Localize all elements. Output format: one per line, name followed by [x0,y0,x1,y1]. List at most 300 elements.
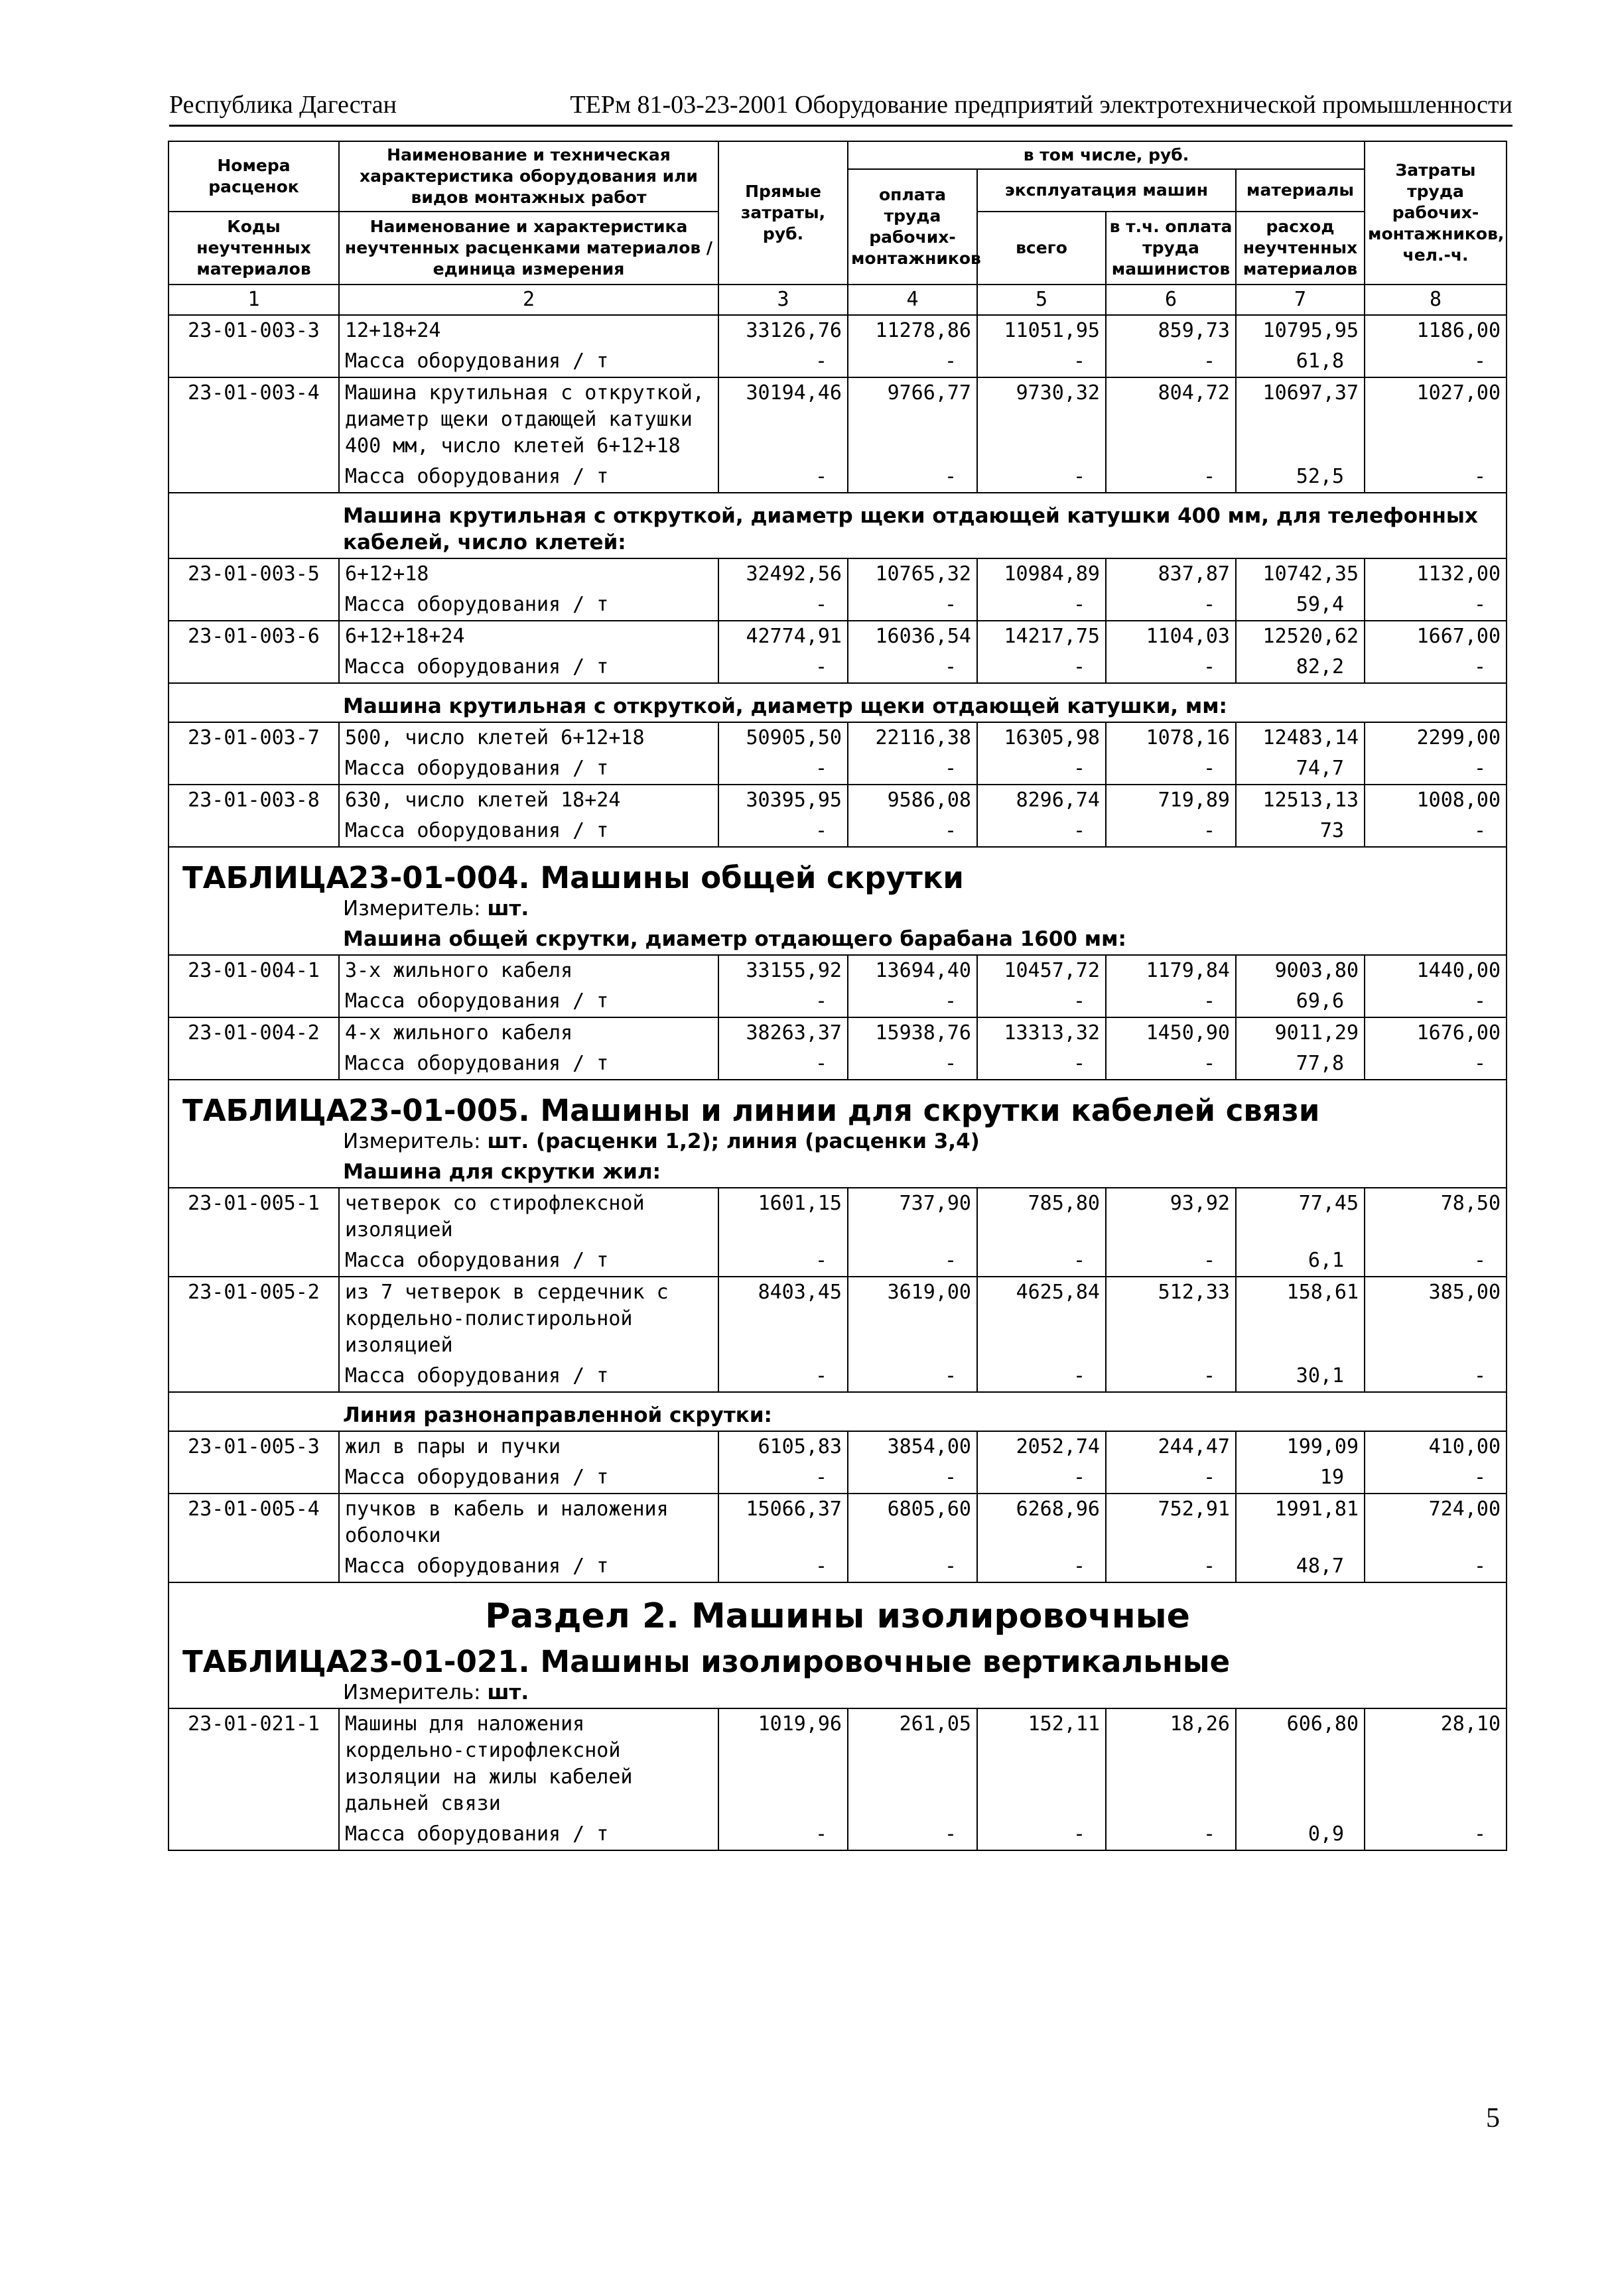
materials-cost: 158,61 [1236,1277,1365,1361]
dash-cell: - [977,816,1106,847]
machine-total: 6268,96 [977,1494,1106,1551]
dash-cell: - [1365,1462,1507,1494]
machinist-pay: 244,47 [1106,1431,1236,1462]
machine-total: 152,11 [977,1708,1106,1819]
rate-code: 23-01-004-2 [168,1017,339,1049]
dash-cell: - [1365,652,1507,683]
labor-hours: 1132,00 [1365,558,1507,590]
machine-total: 14217,75 [977,621,1106,652]
dash-cell: - [718,1049,848,1080]
rate-name: из 7 четверок в сердечник с кордельно-полистирольной изоляцией [339,1277,718,1361]
equipment-mass: 48,7 [1236,1551,1365,1582]
dash-cell: - [718,590,848,621]
group-heading-row [168,493,1507,558]
rates-table [168,141,1507,1851]
header-name-tech: Наименование и техническая характеристика оборудования или видов монтажных работ [339,141,718,212]
rate-code: 23-01-021-1 [168,1708,339,1819]
dash-cell: - [1106,1361,1236,1392]
header-machine-total: всего [977,212,1106,285]
mass-label: Масса оборудования / т [339,1819,718,1850]
equipment-mass: 74,7 [1236,753,1365,785]
direct-costs: 6105,83 [718,1431,848,1462]
dash-cell: - [977,1049,1106,1080]
rate-code: 23-01-003-6 [168,621,339,652]
rate-name: Машина крутильная с откруткой, диаметр щеки отдающей катушки 400 мм, число клетей 6+12+18 [339,377,718,462]
machinist-pay: 837,87 [1106,558,1236,590]
column-number: 6 [1106,285,1236,315]
labor-pay: 737,90 [848,1188,977,1245]
equipment-mass: 69,6 [1236,986,1365,1017]
group-heading-row [168,683,1507,722]
rate-name: жил в пары и пучки [339,1431,718,1462]
rate-row [168,955,1507,986]
dash-cell: - [848,1819,977,1850]
column-number: 4 [848,285,977,315]
machinist-pay: 1078,16 [1106,722,1236,753]
header-labor-costs: Затраты труда рабочих-монтажников, чел.-ч. [1365,141,1507,285]
mass-label: Масса оборудования / т [339,346,718,377]
direct-costs: 42774,91 [718,621,848,652]
direct-costs: 1601,15 [718,1188,848,1245]
dash-cell: - [718,1462,848,1494]
materials-cost: 12513,13 [1236,785,1365,816]
labor-hours: 1440,00 [1365,955,1507,986]
header-rate-numbers: Номера расценок [168,141,339,212]
direct-costs: 50905,50 [718,722,848,753]
equipment-mass: 52,5 [1236,462,1365,493]
direct-costs: 33126,76 [718,315,848,346]
dash-cell: - [848,1361,977,1392]
header-name-materials: Наименование и характеристика неучтенных расценками материалов / единица измерения [339,212,718,285]
dash-cell: - [1365,1049,1507,1080]
dash-cell: - [848,1551,977,1582]
section-title-row [168,1582,1507,1631]
direct-costs: 38263,37 [718,1017,848,1049]
dash-cell: - [1365,1245,1507,1277]
dash-cell: - [977,590,1106,621]
machinist-pay: 719,89 [1106,785,1236,816]
labor-hours: 78,50 [1365,1188,1507,1245]
dash-cell: - [848,590,977,621]
direct-costs: 8403,45 [718,1277,848,1361]
dash-cell: - [977,1819,1106,1850]
group-heading: Машина общей скрутки, диаметр отдающего барабана 1600 мм: [168,924,1507,955]
dash-cell: - [1106,816,1236,847]
rate-row [168,1188,1507,1245]
header-machine-op: эксплуатация машин [977,169,1236,212]
empty-cell [168,1049,339,1080]
rate-name: 630, число клетей 18+24 [339,785,718,816]
mass-label: Масса оборудования / т [339,462,718,493]
table-title-number: 23-01-004. [348,860,530,895]
table-title-label: ТАБЛИЦА [182,1644,350,1679]
table-title-label: ТАБЛИЦА [182,860,350,895]
empty-cell [168,1245,339,1277]
dash-cell: - [1106,1551,1236,1582]
equipment-mass: 82,2 [1236,652,1365,683]
column-number: 1 [168,285,339,315]
mass-row [168,753,1507,785]
rate-name: 3-х жильного кабеля [339,955,718,986]
machine-total: 16305,98 [977,722,1106,753]
column-number: 2 [339,285,718,315]
page-number: 5 [1486,2103,1500,2134]
rate-row [168,1017,1507,1049]
table-header [168,141,1507,315]
empty-cell [168,462,339,493]
rate-code: 23-01-005-3 [168,1431,339,1462]
group-heading-row [168,1392,1507,1431]
bottom-spacer-row [168,1850,1507,1851]
machine-total: 10457,72 [977,955,1106,986]
rate-name: 12+18+24 [339,315,718,346]
empty-cell [168,753,339,785]
machinist-pay: 1450,90 [1106,1017,1236,1049]
bottom-spacer [168,1850,1507,1851]
dash-cell: - [1365,590,1507,621]
machine-total: 10984,89 [977,558,1106,590]
equipment-mass: 6,1 [1236,1245,1365,1277]
dash-cell: - [1365,346,1507,377]
table-title-row [168,847,1507,893]
labor-pay: 13694,40 [848,955,977,986]
mass-row [168,1049,1507,1080]
table-title [168,847,1507,893]
equipment-mass: 19 [1236,1462,1365,1494]
dash-cell: - [718,1245,848,1277]
mass-label: Масса оборудования / т [339,986,718,1017]
dash-cell: - [977,1462,1106,1494]
rate-row [168,785,1507,816]
dash-cell: - [1106,652,1236,683]
machinist-pay: 18,26 [1106,1708,1236,1819]
machinist-pay: 752,91 [1106,1494,1236,1551]
rate-code: 23-01-005-4 [168,1494,339,1551]
labor-pay: 261,05 [848,1708,977,1819]
meter-line [168,1677,1507,1708]
rate-code: 23-01-003-3 [168,315,339,346]
mass-row [168,590,1507,621]
dash-cell: - [718,816,848,847]
meter-label: Измеритель: [343,1129,481,1153]
table-title-row [168,1631,1507,1677]
header-codes: Коды неучтенных материалов [168,212,339,285]
column-number: 7 [1236,285,1365,315]
header-machinist-pay: в т.ч. оплата труда машинистов [1106,212,1236,285]
labor-pay: 15938,76 [848,1017,977,1049]
labor-pay: 9586,08 [848,785,977,816]
direct-costs: 33155,92 [718,955,848,986]
materials-cost: 10697,37 [1236,377,1365,462]
column-numbers-row [168,285,1507,315]
mass-label: Масса оборудования / т [339,1361,718,1392]
dash-cell: - [977,1551,1106,1582]
table-body [168,315,1507,1851]
empty-cell [168,1462,339,1494]
dash-cell: - [977,1245,1106,1277]
dash-cell: - [977,652,1106,683]
materials-cost: 10742,35 [1236,558,1365,590]
machine-total: 4625,84 [977,1277,1106,1361]
mass-row [168,462,1507,493]
dash-cell: - [1365,1361,1507,1392]
equipment-mass: 30,1 [1236,1361,1365,1392]
rate-row [168,315,1507,346]
labor-hours: 1186,00 [1365,315,1507,346]
mass-label: Масса оборудования / т [339,1245,718,1277]
dash-cell: - [718,1361,848,1392]
dash-cell: - [1106,590,1236,621]
equipment-mass: 61,8 [1236,346,1365,377]
dash-cell: - [718,1819,848,1850]
meter-label: Измеритель: [343,1681,481,1704]
machine-total: 13313,32 [977,1017,1106,1049]
machine-total: 11051,95 [977,315,1106,346]
rate-row [168,1494,1507,1551]
mass-label: Масса оборудования / т [339,590,718,621]
dash-cell: - [1106,753,1236,785]
dash-cell: - [848,1462,977,1494]
dash-cell: - [1106,1819,1236,1850]
running-head-document-title: ТЕРм 81-03-23-2001 Оборудование предприятий электротехнической промышленности [570,91,1512,119]
dash-cell: - [977,986,1106,1017]
rate-name: 4-х жильного кабеля [339,1017,718,1049]
mass-row [168,986,1507,1017]
meter-value: шт. [487,897,529,921]
labor-pay: 22116,38 [848,722,977,753]
dash-cell: - [977,462,1106,493]
rate-name: 6+12+18+24 [339,621,718,652]
labor-hours: 1027,00 [1365,377,1507,462]
mass-row [168,816,1507,847]
rate-code: 23-01-005-2 [168,1277,339,1361]
empty-cell [168,1551,339,1582]
meter-row [168,1677,1507,1708]
materials-cost: 12483,14 [1236,722,1365,753]
dash-cell: - [977,1361,1106,1392]
table-title-number: 23-01-021. [348,1644,530,1679]
rate-name: четверок со стирофлексной изоляцией [339,1188,718,1245]
labor-hours: 410,00 [1365,1431,1507,1462]
machinist-pay: 93,92 [1106,1188,1236,1245]
mass-row [168,652,1507,683]
meter-label: Измеритель: [343,897,481,921]
table-title-name: Машины общей скрутки [540,860,964,895]
table-title-label: ТАБЛИЦА [182,1093,350,1128]
labor-hours: 385,00 [1365,1277,1507,1361]
empty-cell [168,1819,339,1850]
meter-value: шт. (расценки 1,2); линия (расценки 3,4) [487,1129,980,1153]
running-head [169,85,1512,127]
header-labor-pay: оплата труда рабочих-монтажников [848,169,977,285]
equipment-mass: 73 [1236,816,1365,847]
dash-cell: - [718,1551,848,1582]
direct-costs: 30395,95 [718,785,848,816]
meter-line [168,1126,1507,1157]
column-number: 3 [718,285,848,315]
section-title: Раздел 2. Машины изолировочные [168,1582,1507,1631]
equipment-mass: 77,8 [1236,1049,1365,1080]
rate-row [168,1431,1507,1462]
dash-cell: - [1106,1049,1236,1080]
table-title [168,1080,1507,1126]
labor-pay: 9766,77 [848,377,977,462]
column-number: 8 [1365,285,1507,315]
table-title-name: Машины изолировочные вертикальные [540,1644,1231,1679]
labor-hours: 1676,00 [1365,1017,1507,1049]
running-head-region: Республика Дагестан [169,91,397,119]
dash-cell: - [1106,346,1236,377]
dash-cell: - [1106,986,1236,1017]
rate-name: пучков в кабель и наложения оболочки [339,1494,718,1551]
dash-cell: - [848,462,977,493]
mass-label: Масса оборудования / т [339,816,718,847]
labor-hours: 1667,00 [1365,621,1507,652]
labor-pay: 16036,54 [848,621,977,652]
rate-row [168,1708,1507,1819]
machinist-pay: 859,73 [1106,315,1236,346]
rate-code: 23-01-004-1 [168,955,339,986]
labor-hours: 724,00 [1365,1494,1507,1551]
labor-pay: 6805,60 [848,1494,977,1551]
group-heading: Машина крутильная с откруткой, диаметр щеки отдающей катушки 400 мм, для телефонных кабелей, число клетей: [168,493,1507,558]
header-materials: материалы [1236,169,1365,212]
mass-row [168,1361,1507,1392]
rate-row [168,722,1507,753]
mass-row [168,1819,1507,1850]
mass-label: Масса оборудования / т [339,652,718,683]
materials-cost: 10795,95 [1236,315,1365,346]
materials-cost: 9003,80 [1236,955,1365,986]
empty-cell [168,1361,339,1392]
mass-row [168,346,1507,377]
materials-cost: 1991,81 [1236,1494,1365,1551]
empty-cell [168,986,339,1017]
direct-costs: 1019,96 [718,1708,848,1819]
dash-cell: - [1365,462,1507,493]
materials-cost: 606,80 [1236,1708,1365,1819]
dash-cell: - [1106,1462,1236,1494]
dash-cell: - [848,986,977,1017]
column-number: 5 [977,285,1106,315]
rate-code: 23-01-003-7 [168,722,339,753]
dash-cell: - [848,1049,977,1080]
rate-code: 23-01-003-5 [168,558,339,590]
direct-costs: 15066,37 [718,1494,848,1551]
labor-pay: 11278,86 [848,315,977,346]
dash-cell: - [718,652,848,683]
labor-hours: 2299,00 [1365,722,1507,753]
machine-total: 2052,74 [977,1431,1106,1462]
dash-cell: - [1365,816,1507,847]
empty-cell [168,816,339,847]
dash-cell: - [1106,462,1236,493]
group-heading: Линия разнонаправленной скрутки: [168,1392,1507,1431]
dash-cell: - [1365,986,1507,1017]
meter-value: шт. [487,1681,529,1704]
dash-cell: - [718,986,848,1017]
rate-code: 23-01-005-1 [168,1188,339,1245]
rate-row [168,558,1507,590]
dash-cell: - [1365,753,1507,785]
empty-cell [168,652,339,683]
rate-name: 500, число клетей 6+12+18 [339,722,718,753]
rate-row [168,621,1507,652]
machine-total: 9730,32 [977,377,1106,462]
labor-pay: 3619,00 [848,1277,977,1361]
rate-name: 6+12+18 [339,558,718,590]
machine-total: 785,80 [977,1188,1106,1245]
mass-row [168,1462,1507,1494]
dash-cell: - [718,346,848,377]
table-title-row [168,1080,1507,1126]
header-direct-costs: Прямые затраты, руб. [718,141,848,285]
group-heading: Машина крутильная с откруткой, диаметр щеки отдающей катушки, мм: [168,683,1507,722]
labor-hours: 28,10 [1365,1708,1507,1819]
mass-label: Масса оборудования / т [339,1551,718,1582]
machine-total: 8296,74 [977,785,1106,816]
rate-name: Машины для наложения кордельно-стирофлексной изоляции на жилы кабелей дальней связи [339,1708,718,1819]
direct-costs: 30194,46 [718,377,848,462]
mass-label: Масса оборудования / т [339,753,718,785]
group-heading: Машина для скрутки жил: [168,1157,1507,1188]
empty-cell [168,590,339,621]
dash-cell: - [848,816,977,847]
header-unaccounted-consumption: расход неучтенных материалов [1236,212,1365,285]
equipment-mass: 0,9 [1236,1819,1365,1850]
labor-pay: 10765,32 [848,558,977,590]
meter-row [168,1126,1507,1157]
meter-line [168,893,1507,924]
machinist-pay: 1179,84 [1106,955,1236,986]
group-heading-row [168,924,1507,955]
direct-costs: 32492,56 [718,558,848,590]
labor-pay: 3854,00 [848,1431,977,1462]
materials-cost: 12520,62 [1236,621,1365,652]
machinist-pay: 1104,03 [1106,621,1236,652]
dash-cell: - [1365,1551,1507,1582]
table-title-number: 23-01-005. [348,1093,530,1128]
dash-cell: - [848,753,977,785]
header-including: в том числе, руб. [848,141,1365,169]
materials-cost: 9011,29 [1236,1017,1365,1049]
rate-row [168,1277,1507,1361]
meter-row [168,893,1507,924]
labor-hours: 1008,00 [1365,785,1507,816]
machinist-pay: 804,72 [1106,377,1236,462]
table-title [168,1631,1507,1677]
rate-code: 23-01-003-8 [168,785,339,816]
equipment-mass: 59,4 [1236,590,1365,621]
mass-label: Масса оборудования / т [339,1462,718,1494]
dash-cell: - [1106,1245,1236,1277]
dash-cell: - [848,346,977,377]
dash-cell: - [977,753,1106,785]
dash-cell: - [1365,1819,1507,1850]
rate-code: 23-01-003-4 [168,377,339,462]
dash-cell: - [718,462,848,493]
mass-row [168,1245,1507,1277]
table-title-name: Машины и линии для скрутки кабелей связи [540,1093,1320,1128]
dash-cell: - [977,346,1106,377]
group-heading-row [168,1157,1507,1188]
materials-cost: 199,09 [1236,1431,1365,1462]
dash-cell: - [848,652,977,683]
empty-cell [168,346,339,377]
rate-row [168,377,1507,462]
dash-cell: - [718,753,848,785]
mass-row [168,1551,1507,1582]
